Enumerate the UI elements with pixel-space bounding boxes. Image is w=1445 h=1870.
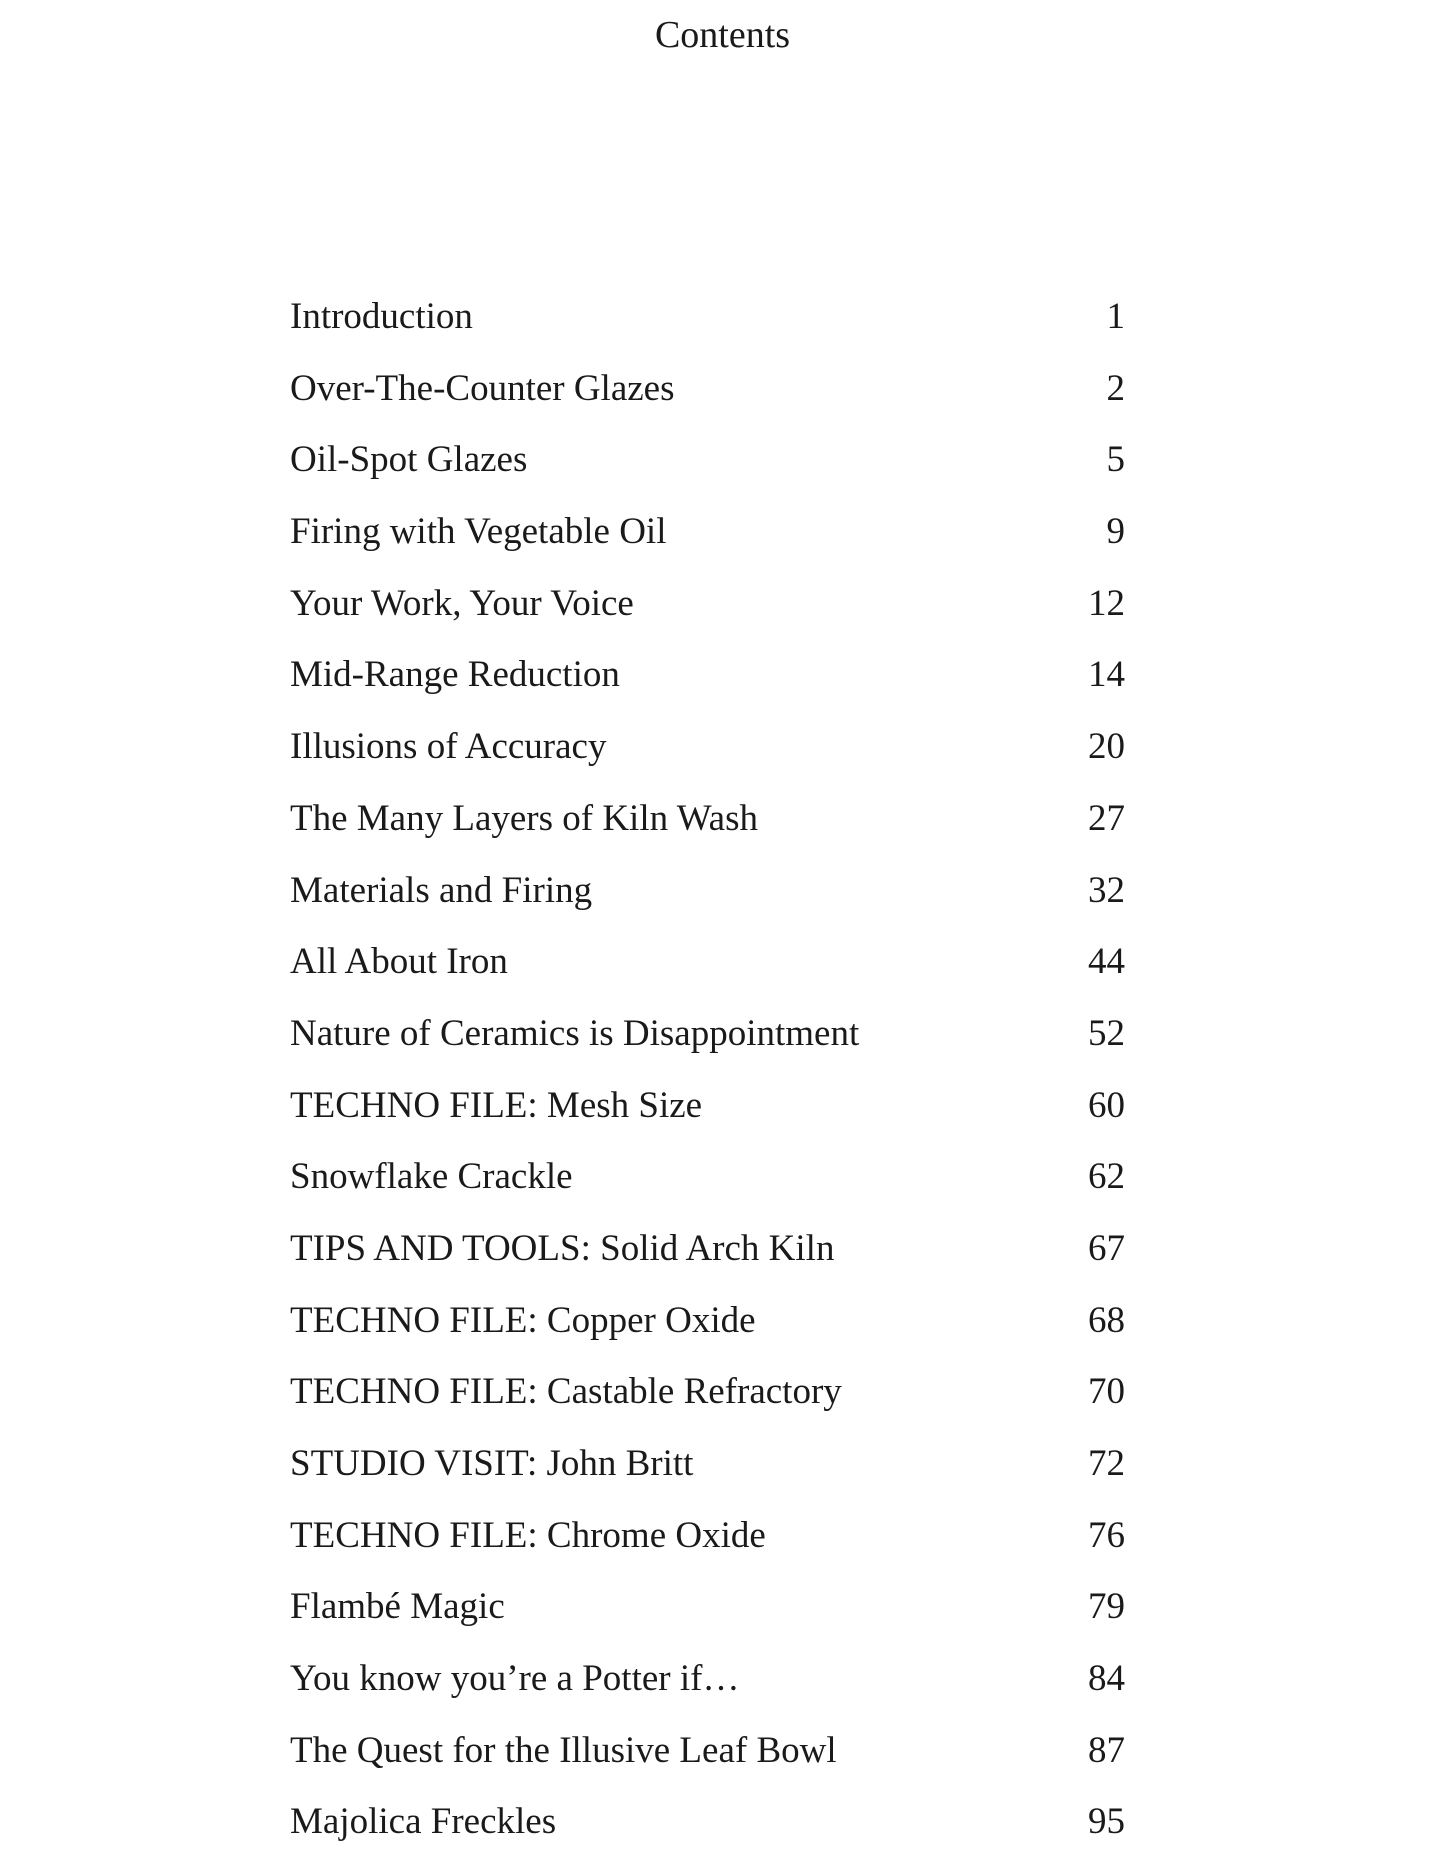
toc-entry-page: 2 <box>1106 367 1125 409</box>
toc-entry-page: 79 <box>1088 1586 1125 1628</box>
toc-entry[interactable] <box>290 1795 1125 1867</box>
toc-entry-page: 1 <box>1106 296 1125 337</box>
toc-entry-page: 32 <box>1088 869 1125 911</box>
page-title: Contents <box>654 14 791 56</box>
table-of-contents <box>290 290 1125 1867</box>
toc-entry[interactable] <box>290 1222 1125 1294</box>
toc-entry-page: 27 <box>1088 797 1125 839</box>
toc-entry[interactable] <box>290 1652 1125 1724</box>
toc-entry[interactable] <box>290 362 1125 434</box>
toc-entry-title: Majolica Freckles <box>290 1801 557 1843</box>
toc-entry[interactable] <box>290 1437 1125 1509</box>
toc-entry-title: TECHNO FILE: Mesh Size <box>290 1084 703 1126</box>
toc-entry[interactable] <box>290 1294 1125 1366</box>
toc-entry-page: 60 <box>1088 1084 1125 1126</box>
toc-entry-title: TECHNO FILE: Copper Oxide <box>290 1299 756 1341</box>
toc-entry[interactable] <box>290 1007 1125 1079</box>
toc-entry-page: 44 <box>1088 941 1125 983</box>
toc-entry-title: The Many Layers of Kiln Wash <box>290 797 758 839</box>
toc-entry-title: All About Iron <box>290 941 508 983</box>
toc-entry[interactable] <box>290 1079 1125 1151</box>
toc-entry-title: TECHNO FILE: Chrome Oxide <box>290 1514 766 1556</box>
toc-entry-title: Flambé Magic <box>290 1586 505 1628</box>
toc-entry-title: Introduction <box>290 296 473 337</box>
toc-entry[interactable] <box>290 720 1125 792</box>
toc-entry-page: 72 <box>1088 1443 1125 1484</box>
toc-entry[interactable] <box>290 577 1125 649</box>
toc-entry-title: Oil-Spot Glazes <box>290 439 528 481</box>
toc-entry-page: 84 <box>1088 1658 1125 1700</box>
toc-entry[interactable] <box>290 1509 1125 1581</box>
toc-entry[interactable] <box>290 1724 1125 1796</box>
toc-entry[interactable] <box>290 505 1125 577</box>
toc-entry-title: Firing with Vegetable Oil <box>290 511 667 553</box>
toc-entry-page: 70 <box>1088 1371 1125 1413</box>
toc-entry-page: 52 <box>1088 1012 1125 1054</box>
toc-entry-title: Over-The-Counter Glazes <box>290 367 675 409</box>
toc-entry-title: STUDIO VISIT: John Britt <box>290 1443 694 1484</box>
toc-entry-page: 62 <box>1088 1156 1125 1198</box>
toc-entry-title: Nature of Ceramics is Disappointment <box>290 1012 860 1054</box>
toc-entry-page: 5 <box>1106 439 1125 481</box>
toc-entry-title: Illusions of Accuracy <box>290 726 607 768</box>
toc-entry[interactable] <box>290 1580 1125 1652</box>
toc-entry-page: 67 <box>1088 1227 1125 1269</box>
toc-entry[interactable] <box>290 648 1125 720</box>
toc-entry[interactable] <box>290 433 1125 505</box>
toc-entry-page: 76 <box>1088 1514 1125 1556</box>
toc-entry-title: You know you’re a Potter if… <box>290 1658 740 1700</box>
toc-entry[interactable] <box>290 935 1125 1007</box>
toc-entry[interactable] <box>290 864 1125 936</box>
toc-entry-title: The Quest for the Illusive Leaf Bowl <box>290 1729 837 1771</box>
toc-entry-title: Snowflake Crackle <box>290 1156 573 1198</box>
toc-entry-page: 87 <box>1088 1729 1125 1771</box>
toc-entry[interactable] <box>290 290 1125 362</box>
toc-entry-page: 12 <box>1088 582 1125 624</box>
toc-entry-page: 20 <box>1088 726 1125 768</box>
toc-entry[interactable] <box>290 1365 1125 1437</box>
toc-entry-page: 9 <box>1106 511 1125 553</box>
toc-entry-title: Mid-Range Reduction <box>290 654 620 696</box>
toc-entry[interactable] <box>290 1150 1125 1222</box>
toc-entry-title: TIPS AND TOOLS: Solid Arch Kiln <box>290 1227 835 1269</box>
toc-entry-title: Your Work, Your Voice <box>290 582 634 624</box>
toc-entry[interactable] <box>290 792 1125 864</box>
toc-entry-title: Materials and Firing <box>290 869 593 911</box>
toc-entry-page: 95 <box>1088 1801 1125 1843</box>
toc-entry-page: 68 <box>1088 1299 1125 1341</box>
toc-entry-page: 14 <box>1088 654 1125 696</box>
toc-entry-title: TECHNO FILE: Castable Refractory <box>290 1371 842 1413</box>
